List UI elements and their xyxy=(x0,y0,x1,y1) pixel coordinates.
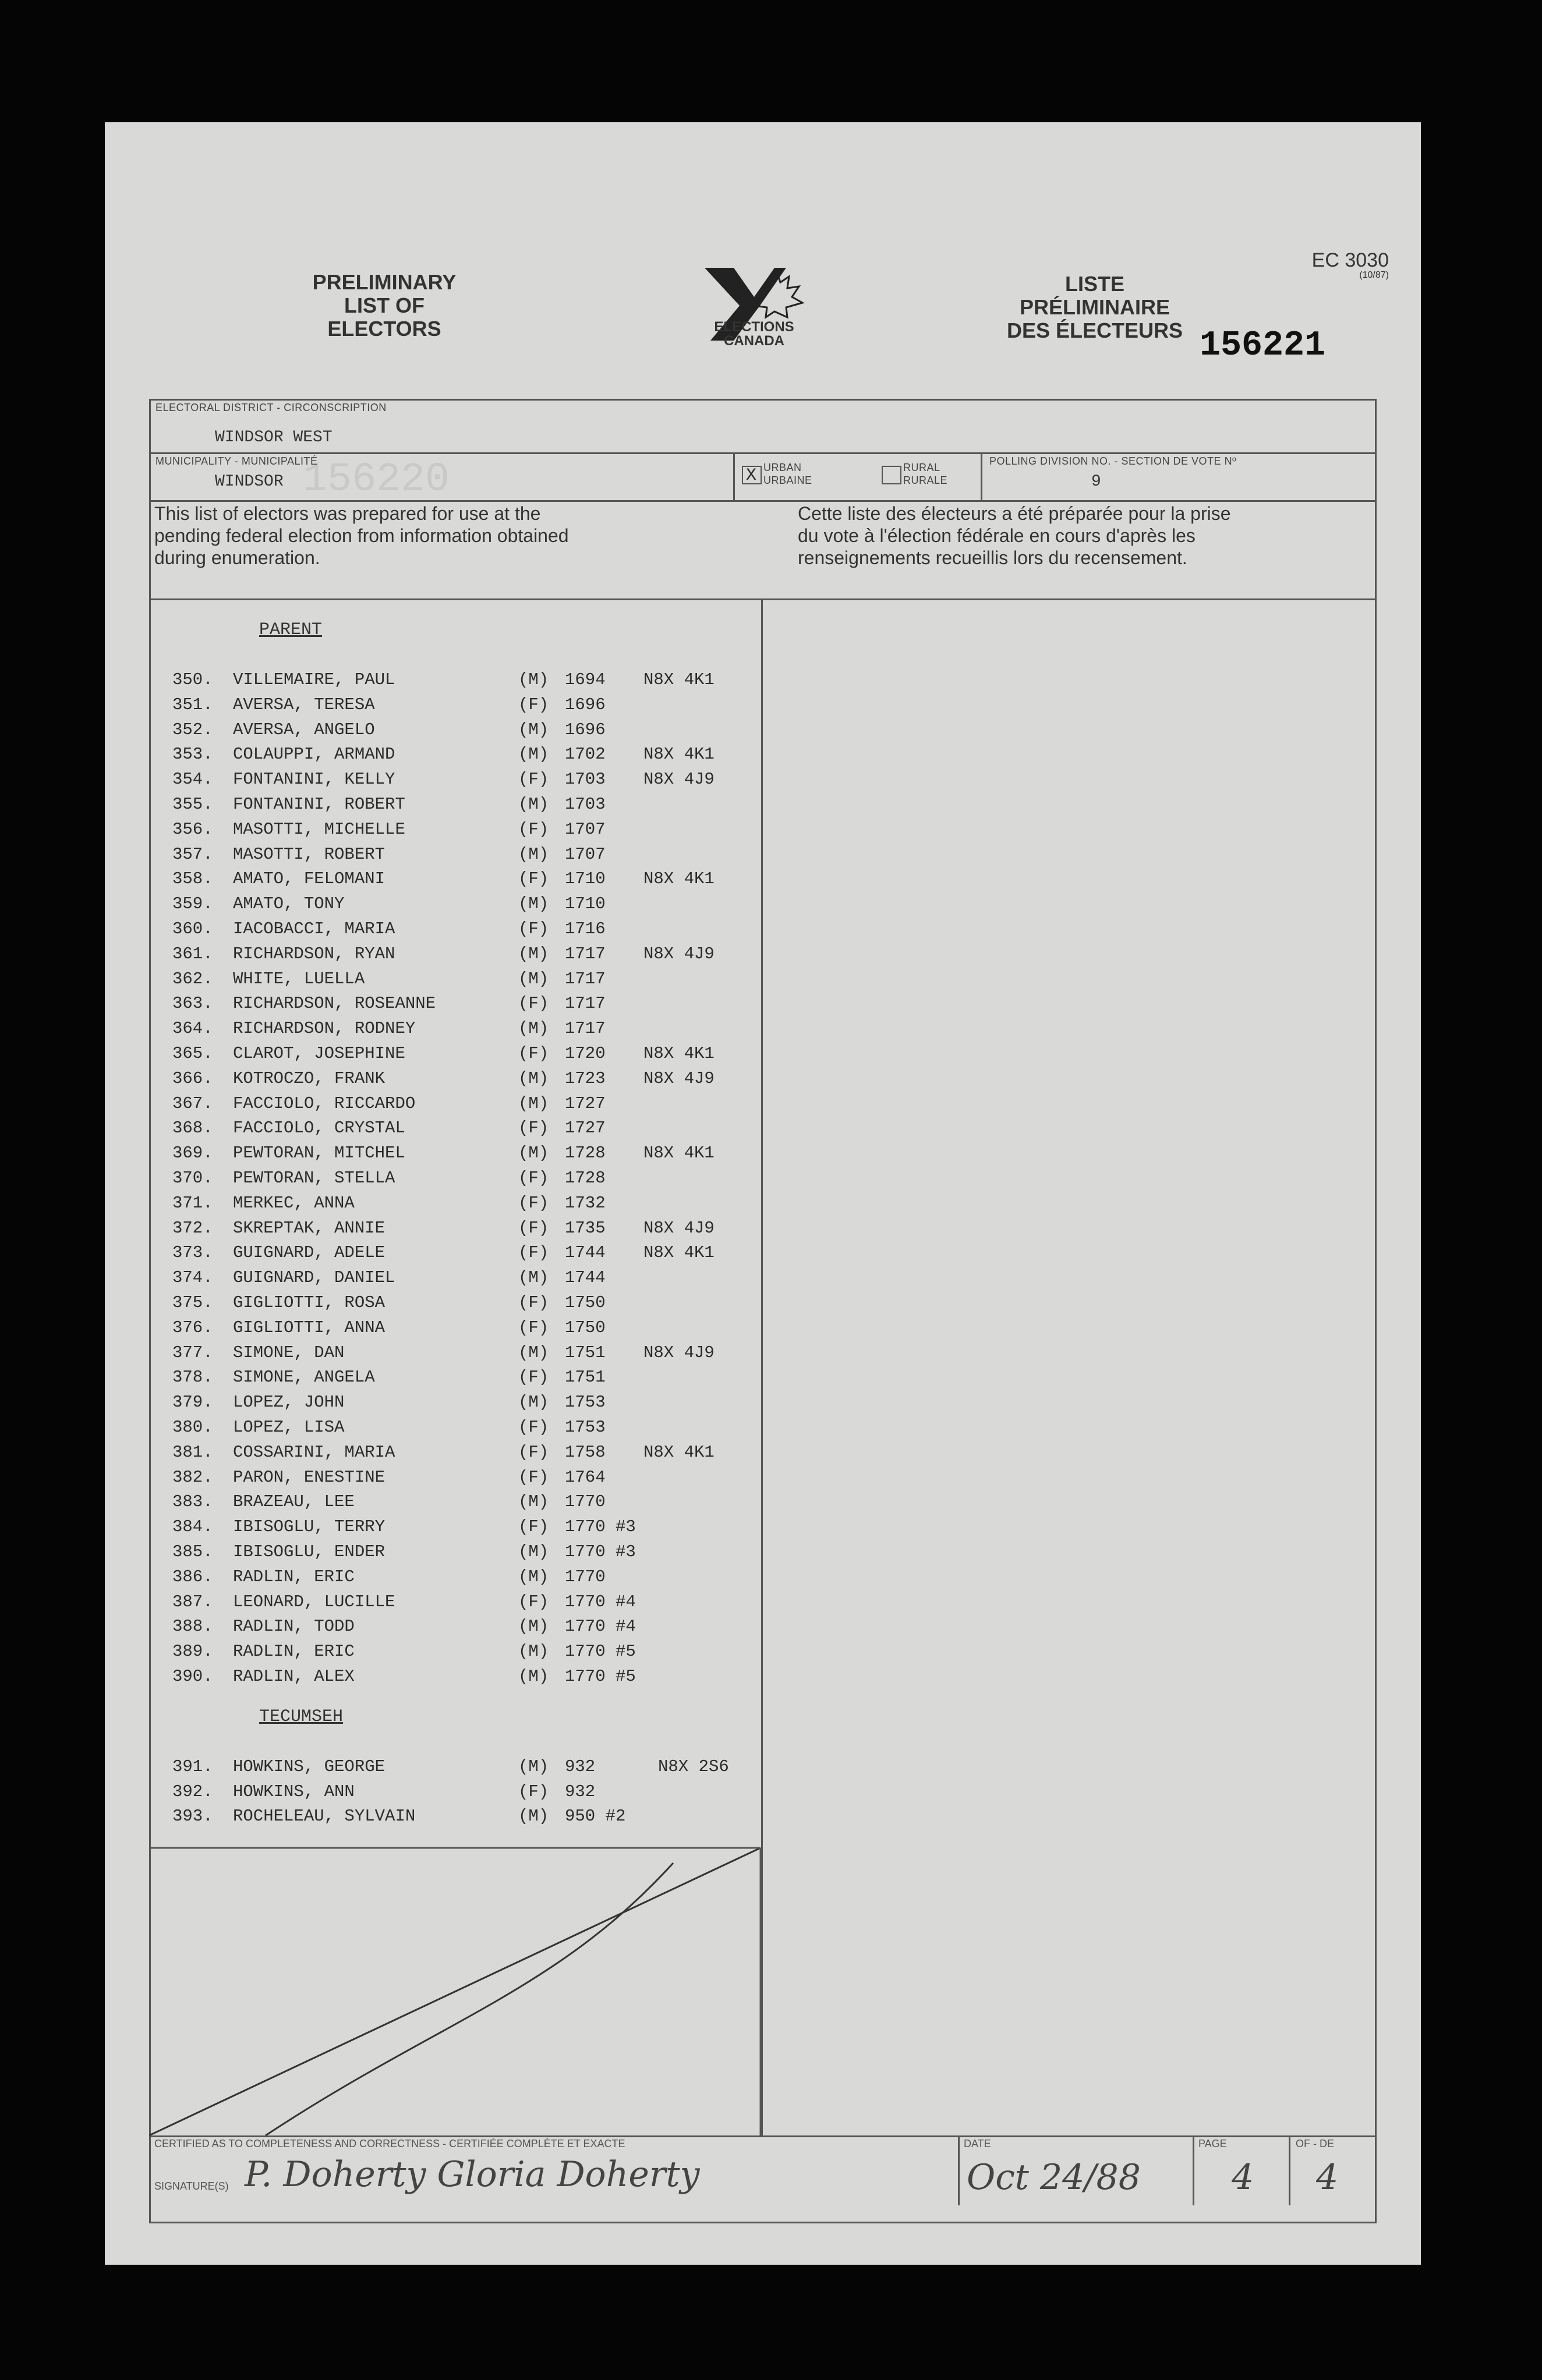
elector-sex: (F) xyxy=(518,1442,549,1462)
elector-name: RADLIN, TODD xyxy=(233,1617,355,1637)
elector-row xyxy=(105,1780,757,1804)
elector-row xyxy=(105,1515,757,1539)
elector-no: 357. xyxy=(172,844,213,864)
elector-no: 385. xyxy=(172,1542,213,1561)
electors-list xyxy=(105,122,763,2043)
elector-name: COLAUPPI, ARMAND xyxy=(233,745,395,764)
elector-no: 390. xyxy=(172,1667,213,1686)
elector-addr: 1707 xyxy=(565,819,606,839)
elector-sex: (F) xyxy=(518,819,549,839)
title-en-line-2: LIST OF xyxy=(344,293,425,317)
rural-label-fr: RURALE xyxy=(903,474,948,486)
elector-sex: (F) xyxy=(518,1118,549,1138)
elector-sex: (M) xyxy=(518,1393,549,1412)
elector-sex: (F) xyxy=(518,1418,549,1437)
elector-addr: 1764 xyxy=(565,1467,606,1487)
date-divider xyxy=(958,2135,960,2205)
elector-row xyxy=(105,817,757,842)
elector-row xyxy=(105,1490,757,1514)
elector-name: ROCHELEAU, SYLVAIN xyxy=(233,1807,416,1826)
elector-no: 381. xyxy=(172,1442,213,1462)
elector-name: KOTROCZO, FRANK xyxy=(233,1068,386,1088)
elector-sex: (M) xyxy=(518,1093,549,1113)
title-en-line-1: PRELIMINARY xyxy=(312,270,457,294)
street-heading: TECUMSEH xyxy=(259,1706,344,1727)
elector-no: 379. xyxy=(172,1393,213,1412)
elector-addr: 1770 #4 xyxy=(565,1592,636,1612)
elector-name: SIMONE, DAN xyxy=(233,1343,345,1362)
elector-sex: (M) xyxy=(518,1542,549,1561)
elector-no: 384. xyxy=(172,1517,213,1537)
elector-no: 375. xyxy=(172,1293,213,1312)
elector-sex: (F) xyxy=(518,1293,549,1312)
elector-sex: (M) xyxy=(518,1068,549,1088)
elector-no: 350. xyxy=(172,670,213,689)
elector-name: AVERSA, TERESA xyxy=(233,695,375,714)
elector-sex: (M) xyxy=(518,844,549,864)
page-divider xyxy=(1193,2135,1194,2205)
elector-row xyxy=(105,917,757,941)
title-fr-line-2: PRÉLIMINAIRE xyxy=(1019,295,1170,319)
divider xyxy=(981,452,982,502)
elector-row xyxy=(105,1465,757,1490)
elector-addr: 1751 xyxy=(565,1343,606,1362)
elector-name: PEWTORAN, STELLA xyxy=(233,1168,395,1188)
elector-name: AMATO, FELOMANI xyxy=(233,869,386,889)
elector-postal: N8X 4K1 xyxy=(643,670,715,689)
elector-name: RADLIN, ERIC xyxy=(233,1567,355,1586)
elector-name: RADLIN, ERIC xyxy=(233,1642,355,1662)
elector-no: 374. xyxy=(172,1268,213,1288)
elector-name: FACCIOLO, RICCARDO xyxy=(233,1093,416,1113)
elector-postal: N8X 4J9 xyxy=(643,1218,715,1238)
intro-fr-line-3: renseignements recueillis lors du recensement. xyxy=(798,547,1187,568)
street-heading: PARENT xyxy=(259,620,323,640)
elector-name: FONTANINI, KELLY xyxy=(233,770,395,789)
elector-sex: (F) xyxy=(518,1368,549,1387)
cancellation-strike xyxy=(149,1846,766,2137)
elector-row xyxy=(105,842,757,867)
elector-no: 391. xyxy=(172,1756,213,1776)
elector-sex: (M) xyxy=(518,670,549,689)
elector-sex: (F) xyxy=(518,919,549,938)
elector-no: 352. xyxy=(172,720,213,739)
elector-postal: N8X 4K1 xyxy=(643,745,715,764)
elector-name: PEWTORAN, MITCHEL xyxy=(233,1143,405,1163)
title-fr-line-1: LISTE xyxy=(1064,272,1124,296)
elector-sex: (M) xyxy=(518,1807,549,1826)
title-en-line-3: ELECTORS xyxy=(327,317,441,341)
elector-no: 373. xyxy=(172,1243,213,1263)
signature-value: P. Doherty Gloria Doherty xyxy=(245,2154,700,2195)
elector-no: 368. xyxy=(172,1118,213,1138)
title-fr-line-3: DES ÉLECTEURS xyxy=(1006,318,1183,342)
elector-no: 388. xyxy=(172,1617,213,1637)
elector-sex: (M) xyxy=(518,1143,549,1163)
elector-row xyxy=(105,1804,757,1829)
elector-no: 353. xyxy=(172,745,213,764)
intro-fr-line-1: Cette liste des électeurs a été préparée pour la prise xyxy=(798,503,1231,524)
rural-label xyxy=(903,461,947,487)
elector-row xyxy=(105,967,757,991)
urban-label-fr: URBAINE xyxy=(763,474,812,486)
elector-name: FONTANINI, ROBERT xyxy=(233,795,405,814)
elector-no: 356. xyxy=(172,819,213,839)
elector-addr: 1770 #5 xyxy=(565,1667,636,1686)
elector-sex: (M) xyxy=(518,969,549,989)
signature-label: SIGNATURE(S) xyxy=(154,2180,229,2192)
elector-row xyxy=(105,1042,757,1066)
elector-name: CLAROT, JOSEPHINE xyxy=(233,1044,405,1063)
form-code xyxy=(1293,250,1389,281)
elector-addr: 1723 xyxy=(565,1068,606,1088)
elector-name: LOPEZ, LISA xyxy=(233,1418,345,1437)
elector-row xyxy=(105,1291,757,1315)
elector-row xyxy=(105,892,757,916)
elector-sex: (F) xyxy=(518,1592,549,1612)
elector-sex: (M) xyxy=(518,1617,549,1637)
elector-sex: (F) xyxy=(518,1782,549,1801)
elector-row xyxy=(105,767,757,792)
elector-addr: 1703 xyxy=(565,795,606,814)
elector-row xyxy=(105,1639,757,1664)
elector-name: BRAZEAU, LEE xyxy=(233,1492,355,1512)
elector-row xyxy=(105,1365,757,1390)
elector-row xyxy=(105,1017,757,1041)
elector-no: 365. xyxy=(172,1044,213,1063)
elector-addr: 1716 xyxy=(565,919,606,938)
elector-no: 393. xyxy=(172,1807,213,1826)
elector-addr: 1717 xyxy=(565,1019,606,1039)
elector-addr: 1727 xyxy=(565,1093,606,1113)
elector-addr: 1750 xyxy=(565,1318,606,1337)
elector-sex: (M) xyxy=(518,944,549,964)
elector-name: PARON, ENESTINE xyxy=(233,1467,386,1487)
of-value: 4 xyxy=(1316,2157,1339,2198)
elector-sex: (M) xyxy=(518,1492,549,1512)
elector-row xyxy=(105,668,757,692)
elector-addr: 1770 xyxy=(565,1492,606,1512)
elector-postal: N8X 4J9 xyxy=(643,770,715,789)
polling-value: 9 xyxy=(1091,473,1101,491)
rural-checkbox xyxy=(882,466,901,484)
intro-en-line-3: during enumeration. xyxy=(154,547,320,568)
elector-addr: 1696 xyxy=(565,720,606,739)
elector-sex: (F) xyxy=(518,1168,549,1188)
elector-no: 372. xyxy=(172,1218,213,1238)
elector-no: 364. xyxy=(172,1019,213,1039)
elector-row xyxy=(105,1540,757,1564)
elector-sex: (F) xyxy=(518,1318,549,1337)
elector-no: 351. xyxy=(172,695,213,714)
elector-row xyxy=(105,742,757,767)
elector-name: MERKEC, ANNA xyxy=(233,1193,355,1213)
elector-row xyxy=(105,718,757,742)
elector-sex: (M) xyxy=(518,1268,549,1288)
page-value: 4 xyxy=(1232,2157,1254,2198)
elector-sex: (F) xyxy=(518,994,549,1014)
elector-no: 382. xyxy=(172,1467,213,1487)
elector-name: LOPEZ, JOHN xyxy=(233,1393,345,1412)
municipality-value: WINDSOR xyxy=(215,473,284,491)
elector-no: 355. xyxy=(172,795,213,814)
serial-number: 156221 xyxy=(1200,326,1326,366)
elector-name: SIMONE, ANGELA xyxy=(233,1368,375,1387)
elector-sex: (M) xyxy=(518,1019,549,1039)
ghost-serial: 156220 xyxy=(303,457,450,503)
elector-name: SKREPTAK, ANNIE xyxy=(233,1218,386,1238)
elector-addr: 1770 #5 xyxy=(565,1642,636,1662)
elector-sex: (M) xyxy=(518,1756,549,1776)
elector-sex: (M) xyxy=(518,795,549,814)
elector-addr: 1753 xyxy=(565,1393,606,1412)
urban-check-mark: X xyxy=(746,466,757,486)
elector-row xyxy=(105,1440,757,1465)
elector-row xyxy=(105,1216,757,1241)
elector-sex: (F) xyxy=(518,1193,549,1213)
elector-no: 359. xyxy=(172,894,213,914)
elector-addr: 1750 xyxy=(565,1293,606,1312)
date-label: DATE xyxy=(964,2138,991,2149)
elector-addr: 1717 xyxy=(565,994,606,1014)
elector-name: MASOTTI, ROBERT xyxy=(233,844,386,864)
elector-postal: N8X 4J9 xyxy=(643,944,715,964)
elector-name: IBISOGLU, TERRY xyxy=(233,1517,386,1537)
elector-sex: (F) xyxy=(518,1467,549,1487)
form-revision: (10/87) xyxy=(1359,270,1389,280)
elector-name: LEONARD, LUCILLE xyxy=(233,1592,395,1612)
elector-row xyxy=(105,1266,757,1290)
elector-addr: 1694 xyxy=(565,670,606,689)
elector-sex: (M) xyxy=(518,720,549,739)
date-value: Oct 24/88 xyxy=(967,2157,1141,2198)
elector-row xyxy=(105,1390,757,1415)
elector-sex: (F) xyxy=(518,695,549,714)
elector-row xyxy=(105,867,757,891)
elector-postal: N8X 4K1 xyxy=(643,1442,715,1462)
elector-addr: 932 xyxy=(565,1782,596,1801)
elector-name: IBISOGLU, ENDER xyxy=(233,1542,386,1561)
elector-addr: 1710 xyxy=(565,894,606,914)
elector-name: RICHARDSON, RODNEY xyxy=(233,1019,416,1039)
elector-no: 369. xyxy=(172,1143,213,1163)
elector-no: 389. xyxy=(172,1642,213,1662)
logo-text-line-2: CANADA xyxy=(724,333,784,349)
elector-postal: N8X 4J9 xyxy=(643,1343,715,1362)
elector-addr: 1770 #3 xyxy=(565,1517,636,1537)
elector-name: AMATO, TONY xyxy=(233,894,345,914)
elector-name: AVERSA, ANGELO xyxy=(233,720,375,739)
elector-no: 378. xyxy=(172,1368,213,1387)
district-value: WINDSOR WEST xyxy=(215,428,333,447)
elector-no: 380. xyxy=(172,1418,213,1437)
certified-label: CERTIFIED AS TO COMPLETENESS AND CORRECTNESS - CERTIFIÉE COMPLÈTE ET EXACTE xyxy=(154,2138,625,2149)
elector-sex: (F) xyxy=(518,1517,549,1537)
elector-no: 386. xyxy=(172,1567,213,1586)
elector-name: MASOTTI, MICHELLE xyxy=(233,819,405,839)
elector-addr: 1702 xyxy=(565,745,606,764)
district-label: ELECTORAL DISTRICT - CIRCONSCRIPTION xyxy=(155,402,387,413)
elector-no: 358. xyxy=(172,869,213,889)
urban-label-en: URBAN xyxy=(763,462,802,473)
elector-row xyxy=(105,1092,757,1116)
elector-row xyxy=(105,1664,757,1689)
page-label: PAGE xyxy=(1198,2138,1227,2149)
elector-sex: (M) xyxy=(518,1642,549,1662)
elector-addr: 950 #2 xyxy=(565,1807,626,1826)
elector-addr: 1727 xyxy=(565,1118,606,1138)
elector-addr: 1751 xyxy=(565,1368,606,1387)
elector-row xyxy=(105,991,757,1016)
elector-name: IACOBACCI, MARIA xyxy=(233,919,395,938)
elector-addr: 1770 #4 xyxy=(565,1617,636,1637)
intro-en-line-2: pending federal election from information obtained xyxy=(154,525,569,546)
elector-addr: 932 xyxy=(565,1756,596,1776)
elector-no: 366. xyxy=(172,1068,213,1088)
elector-sex: (M) xyxy=(518,894,549,914)
elector-no: 363. xyxy=(172,994,213,1014)
elector-name: COSSARINI, MARIA xyxy=(233,1442,395,1462)
elector-row xyxy=(105,792,757,817)
elector-name: VILLEMAIRE, PAUL xyxy=(233,670,395,689)
elector-addr: 1728 xyxy=(565,1143,606,1163)
urban-label xyxy=(763,461,812,487)
elector-addr: 1735 xyxy=(565,1218,606,1238)
elector-addr: 1710 xyxy=(565,869,606,889)
of-label: OF - DE xyxy=(1296,2138,1334,2149)
elector-no: 377. xyxy=(172,1343,213,1362)
elector-sex: (F) xyxy=(518,869,549,889)
elector-addr: 1717 xyxy=(565,969,606,989)
elector-row xyxy=(105,1590,757,1614)
elector-no: 383. xyxy=(172,1492,213,1512)
elector-addr: 1770 #3 xyxy=(565,1542,636,1561)
elector-sex: (F) xyxy=(518,1243,549,1263)
polling-label: POLLING DIVISION NO. - SECTION DE VOTE Nº xyxy=(989,455,1237,467)
elector-no: 387. xyxy=(172,1592,213,1612)
elector-name: FACCIOLO, CRYSTAL xyxy=(233,1118,405,1138)
elector-row xyxy=(105,1116,757,1141)
elector-addr: 1744 xyxy=(565,1268,606,1288)
elector-addr: 1717 xyxy=(565,944,606,964)
elector-sex: (F) xyxy=(518,1218,549,1238)
elector-row xyxy=(105,1755,757,1779)
elector-sex: (F) xyxy=(518,770,549,789)
elector-no: 392. xyxy=(172,1782,213,1801)
elector-name: RICHARDSON, RYAN xyxy=(233,944,395,964)
elector-sex: (M) xyxy=(518,1567,549,1586)
elector-row xyxy=(105,1191,757,1216)
elector-row xyxy=(105,1341,757,1365)
elector-no: 354. xyxy=(172,770,213,789)
of-divider xyxy=(1289,2135,1290,2205)
elector-sex: (F) xyxy=(518,1044,549,1063)
elector-postal: N8X 4K1 xyxy=(643,1243,715,1263)
elector-name: RICHARDSON, ROSEANNE xyxy=(233,994,436,1014)
elector-row xyxy=(105,1067,757,1091)
elector-postal: N8X 2S6 xyxy=(658,1756,729,1776)
elector-addr: 1753 xyxy=(565,1418,606,1437)
elector-name: HOWKINS, GEORGE xyxy=(233,1756,386,1776)
elector-postal: N8X 4K1 xyxy=(643,1143,715,1163)
document-page xyxy=(105,122,1421,2265)
elector-addr: 1696 xyxy=(565,695,606,714)
elector-name: GIGLIOTTI, ROSA xyxy=(233,1293,386,1312)
elector-sex: (M) xyxy=(518,1343,549,1362)
elector-name: RADLIN, ALEX xyxy=(233,1667,355,1686)
elector-row xyxy=(105,1141,757,1166)
elector-addr: 1770 xyxy=(565,1567,606,1586)
elector-no: 371. xyxy=(172,1193,213,1213)
title-french xyxy=(978,272,1211,342)
elector-addr: 1720 xyxy=(565,1044,606,1063)
elector-sex: (M) xyxy=(518,1667,549,1686)
elector-no: 361. xyxy=(172,944,213,964)
elector-addr: 1744 xyxy=(565,1243,606,1263)
elector-row xyxy=(105,1166,757,1191)
elector-addr: 1707 xyxy=(565,844,606,864)
elector-addr: 1758 xyxy=(565,1442,606,1462)
elector-addr: 1703 xyxy=(565,770,606,789)
elector-name: GIGLIOTTI, ANNA xyxy=(233,1318,386,1337)
elector-no: 370. xyxy=(172,1168,213,1188)
elector-no: 360. xyxy=(172,919,213,938)
elector-name: WHITE, LUELLA xyxy=(233,969,365,989)
intro-fr-line-2: du vote à l'élection fédérale en cours d'après les xyxy=(798,525,1196,546)
elector-postal: N8X 4K1 xyxy=(643,1044,715,1063)
elector-no: 362. xyxy=(172,969,213,989)
form-code-value: EC 3030 xyxy=(1311,249,1389,271)
elector-row xyxy=(105,1565,757,1589)
elector-row xyxy=(105,1614,757,1639)
elector-postal: N8X 4J9 xyxy=(643,1068,715,1088)
elector-sex: (M) xyxy=(518,745,549,764)
elector-postal: N8X 4K1 xyxy=(643,869,715,889)
elector-row xyxy=(105,1241,757,1265)
elector-name: HOWKINS, ANN xyxy=(233,1782,355,1801)
elector-no: 376. xyxy=(172,1318,213,1337)
intro-french xyxy=(798,502,1231,569)
logo-text-line-1: ELECTIONS xyxy=(714,319,794,335)
elector-addr: 1732 xyxy=(565,1193,606,1213)
elector-no: 367. xyxy=(172,1093,213,1113)
elector-row xyxy=(105,1415,757,1440)
intro-en-line-1: This list of electors was prepared for use at the xyxy=(154,503,541,524)
rural-label-en: RURAL xyxy=(903,462,940,473)
municipality-label: MUNICIPALITY - MUNICIPALITÉ xyxy=(155,455,318,467)
elector-name: GUIGNARD, DANIEL xyxy=(233,1268,395,1288)
elector-row xyxy=(105,942,757,966)
elector-name: GUIGNARD, ADELE xyxy=(233,1243,386,1263)
elector-row xyxy=(105,1316,757,1340)
elector-row xyxy=(105,693,757,717)
elector-addr: 1728 xyxy=(565,1168,606,1188)
